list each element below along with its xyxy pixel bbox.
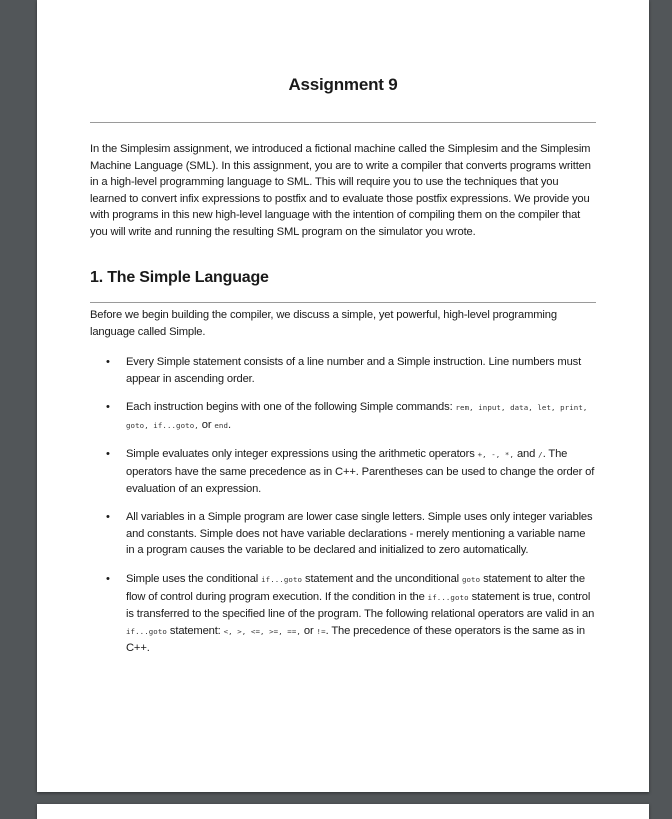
list-item [90,571,596,657]
code-if-goto: if...goto [126,626,167,636]
title-divider [90,122,596,123]
bullet-text: and [514,448,539,461]
section-heading: 1. The Simple Language [90,269,269,286]
code-goto: goto [461,574,481,584]
bullet-text: or [198,418,215,431]
code-relational-operators: <, >, <=, >=, ==, [223,626,301,636]
bullet-dot: • [106,511,110,524]
list-item [90,509,596,559]
bullet-text: Every Simple statement consists of a line number and a Simple instruction. Line numbers must appear in ascending order. [126,356,582,385]
document-title: Assignment 9 [288,75,398,94]
code-command-list: rem, input, data, let, print, goto, if...goto, [126,403,588,430]
code-if-goto: if...goto [427,592,469,602]
bullet-dot: • [106,448,110,461]
code-operators: +, -, *, [477,450,514,460]
list-item [90,399,596,434]
bullet-dot: • [106,356,110,368]
section-intro-paragraph: Before we begin building the compiler, we discuss a simple, yet powerful, high-level programming language called Simple. [90,309,557,338]
list-item [90,354,596,387]
code-if-goto: if...goto [261,574,303,584]
bullet-text: statement is true, control is transferred to the specified line of the program. The following relational operators are valid in an [126,590,595,621]
section-divider [90,302,596,303]
code-divide: / [538,450,543,460]
bullet-text: Each instruction begins with one of the following Simple commands: [126,401,456,414]
code-end: end [214,420,229,430]
next-page-edge [37,804,649,819]
bullet-list [90,354,596,657]
bullet-dot: • [106,401,110,414]
bullet-text: All variables in a Simple program are lower case single letters. Simple uses only integer variables and constants. Simple does not have variable declarations - merely mentioning a variable name in a program causes the variable to be declared and initialized to zero automatically. [126,511,593,557]
bullet-text: . The operators have the same precedence as in C++. Parentheses can be used to change the order of evaluation of an expression. [126,448,595,495]
bullet-dot: • [106,572,110,585]
bullet-text: Simple evaluates only integer expressions using the arithmetic operators [126,448,478,461]
bullet-text: . [228,418,231,431]
bullet-text: statement to alter the flow of control during program execution. If the condition in the [126,572,585,603]
bullet-text: Simple uses the conditional [126,572,262,585]
list-item [90,446,596,497]
document-page [37,0,649,792]
intro-paragraph: In the Simplesim assignment, we introduced a fictional machine called the Simplesim and the Simplesim Machine Language (SML). In this assignment, you are to write a compiler that converts programs written in a high-level programming language to SML. This will require you to use the techniques that you learned to convert infix expressions to postfix and to evaluate those postfix expressions. We provide you with programs in this new high-level language with the intention of compiling them on the compiler that you will write and running the resulting SML program on the simulator you wrote. [90,143,591,238]
bullet-text: statement and the unconditional [302,572,462,585]
bullet-text: . The precedence of these operators is the same as in C++. [126,624,585,655]
bullet-text: statement: [166,624,224,637]
code-not-equal: != [316,626,326,636]
bullet-text: or [300,624,317,637]
